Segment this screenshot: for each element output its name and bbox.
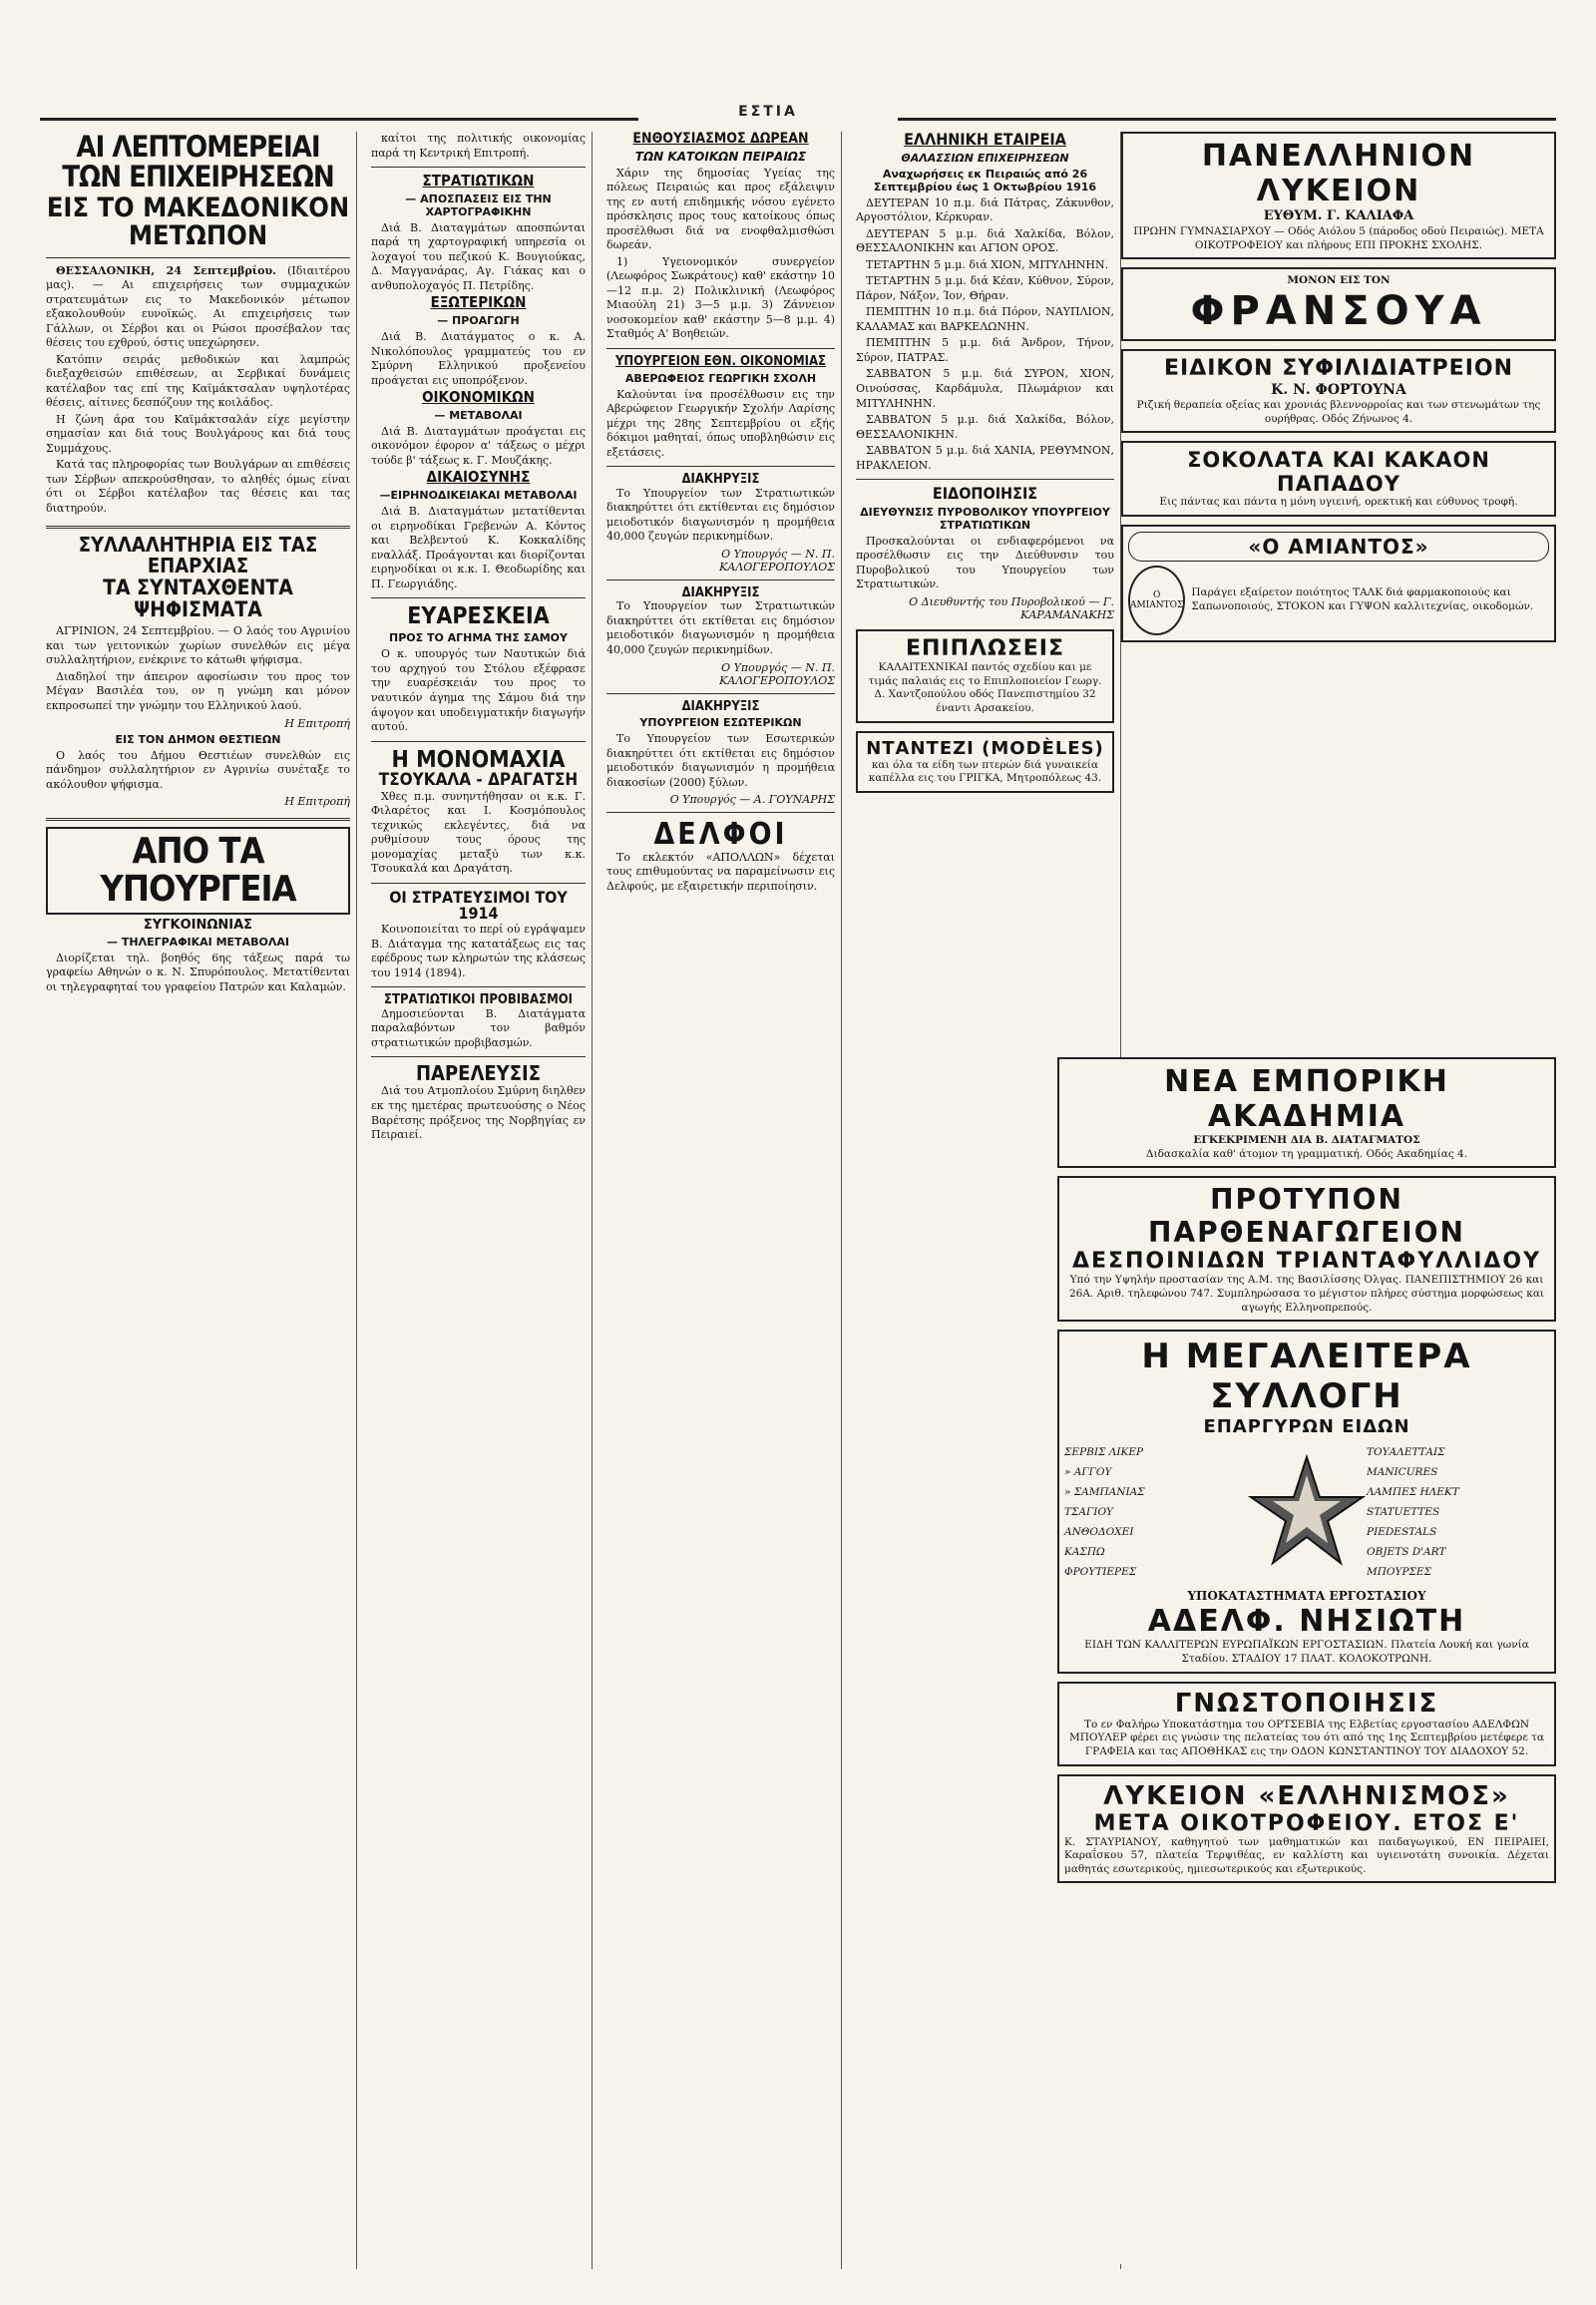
dateline: ΘΕΣΣΑΛΟΝΙΚΗ, 24 Σεπτεμβρίου. [56,263,276,277]
ad-title: ΝΕΑ ΕΜΠΟΡΙΚΗ ΑΚΑΔΗΜΙΑ [1164,1064,1449,1134]
section-heading: ΟΙΚΟΝΟΜΙΚΩΝ [422,388,535,407]
ad-text: Ριζική θεραπεία οξείας και χρονιάς βλεννορροίας και των στενωμάτων της ουρήθρας. Οδός Ζήνωνος 4. [1136,399,1541,425]
headline: ΣΥΛΛΑΛΗΤΗΡΙΑ ΕΙΣ ΤΑΣ ΕΠΑΡΧΙΑΣ [78,533,318,578]
paragraph: Διαδηλοί την άπειρον αφοσίωσιν του προς τον Μέγαν Βασιλέα του, ον η γνώμη και μόνον εκπροσωπεί την γνώμην του Ελληνικού λαού. [46,669,350,712]
right-ads-upper [1121,132,1556,1059]
list-paragraph: 1) Υγειονομικόν συνεργείον (Λεωφόρος Σωκράτους) καθ' εκάστην 10—12 π.μ. 2) Πολικλινική (Λεωφόρος Μιαούλη 21) 3—5 μ.μ. 3) Ζάννειον νοσοκομείον καθ' εκάστην 5—8 μ.μ. 4) Σταθμός Α' Βοηθειών. [606,254,835,341]
list-item: ΣΑΒΒΑΤΟΝ 5 μ.μ. διά ΧΑΝΙΑ, ΡΕΘΥΜΝΟΝ, ΗΡΑΚΛΕΙΟΝ. [856,444,1114,472]
paragraph: Η ζώνη άρα του Καϊμάκτσαλάν είχε μεγίστην σημασίαν και διά τους Βουλγάρους και διά τους Συμμάχους. [46,412,350,455]
ad-subtitle: ΕΓΚΕΚΡΙΜΕΝΗ ΔΙΑ Β. ΔΙΑΤΑΓΜΑΤΟΣ [1193,1134,1420,1146]
signature: Ο Διευθυντής του Πυροβολικού — Γ. ΚΑΡΑΜΑΝΑΚΗΣ [909,594,1114,621]
subheadline: ΕΙΣ ΤΟ ΜΑΚΕΔΟΝΙΚΟΝ ΜΕΤΩΠΟΝ [46,192,350,252]
ad-text: ΕΙΔΗ ΤΩΝ ΚΑΛΛΙΤΕΡΩΝ ΕΥΡΩΠΑΪΚΩΝ ΕΡΓΟΣΤΑΣΙΩΝ. Πλατεία Λουκή και γωνία Σταδίου. ΣΤΑΔΙΟΥ 17 ΠΛΑΤ. ΚΟΛΟΚΟΤΡΩΝΗ. [1084,1639,1529,1665]
paragraph: Το Υπουργείον των Στρατιωτικών διακηρύττει ότι εκτίθεται εις δημόσιον μειοδοτικόν διαγωνισμόν η προμήθεια 40,000 ζευγών περικνημίδων. [606,599,835,656]
signature: Η Επιτροπή [284,716,350,730]
ad-subtitle: ΕΥΘΥΜ. Γ. ΚΑΛΙΑΦΑ [1263,208,1414,223]
ad-subtitle: ΜΟΝΟΝ ΕΙΣ ΤΟΝ [1287,274,1391,287]
section-subhead: —ΕΙΡΗΝΟΔΙΚΕΙΑΚΑΙ ΜΕΤΑΒΟΛΑΙ [379,489,578,503]
list-item: ΦΡΟΥΤΙΕΡΕΣ [1064,1565,1137,1578]
ad-furniture [856,629,1114,723]
ad-commercial-academy [1057,1057,1556,1168]
section-heading: ΕΞΩΤΕΡΙΚΩΝ [430,293,527,312]
list-item: ΔΕΥΤΕΡΑΝ 5 μ.μ. διά Χαλκίδα, Βόλον, ΘΕΣΣΑΛΟΝΙΚΗΝ και ΑΓΙΟΝ ΟΡΟΣ. [856,226,1114,255]
article-macedonian-front [46,132,350,516]
right-ads-lower [1057,1057,1556,2264]
list-item: ΤΕΤΑΡΤΗΝ 5 μ.μ. διά Κέαν, Κύθνον, Σύρον, Πάρον, Νάξον, Ίον, Θήραν. [856,274,1114,302]
ad-text: Κ. ΣΤΑΥΡΙΑΝΟΥ, καθηγητού των μαθηματικών και παιδαγωγικού, ΕΝ ΠΕΙΡΑΙΕΙ, Καραΐσκου 57, πλατεία Τερψιθέας, εν καλλίστη και υγιεινοτάτη συνοικία. Δέχεται μαθητάς εσωτερικούς, ημιεσωτερικούς και εξωτερικούς. [1064,1835,1549,1875]
list-item: » ΑΓΓΟΥ [1064,1466,1112,1479]
star-icon [1247,1453,1367,1573]
section-heading: ΣΤΡΑΤΙΩΤΙΚΟΙ ΠΡΟΒΙΒΑΣΜΟΙ [383,992,574,1008]
section-heading: ΟΙ ΣΤΡΑΤΕΥΣΙΜΟΙ ΤΟΥ 1914 [389,887,568,924]
ad-text: Διδασκαλία καθ' άτομον τη γραμματική. Οδός Ακαδημίας 4. [1145,1147,1468,1160]
ad-title: ΛΥΚΕΙΟΝ «ΕΛΛΗΝΙΣΜΟΣ» [1103,1780,1510,1811]
article-body [46,264,350,517]
ad-title: ΝΤΑΝΤΕΖΙ (MODÈLES) [866,737,1104,759]
list-item: ΣΕΡΒΙΣ ΛΙΚΕΡ [1064,1446,1144,1459]
section-subhead: ΔΙΕΥΘΥΝΣΙΣ ΠΥΡΟΒΟΛΙΚΟΥ ΥΠΟΥΡΓΕΙΟΥ ΣΤΡΑΤΙΩΤΙΚΩΝ [860,505,1110,532]
list-item: ΤΕΤΑΡΤΗΝ 5 μ.μ. διά ΧΙΟΝ, ΜΙΤΥΛΗΝΗΝ. [866,257,1109,271]
paragraph: Το Υπουργείον των Στρατιωτικών διακηρύττει ότι εκτίθενται εις δημόσιον μειοδοτικόν διαγωνισμόν η προμήθεια 40,000 ζευγών περικνημίδων. [606,486,835,544]
ad-feathers [856,731,1114,793]
paragraph: Κατά τας πληροφορίας των Βουλγάρων αι επιθέσεις των Σέρβων απεκρούσθησαν, το αληθές όμως είναι ότι οι Σέρβοι κατέλαβον τας θέσεις και τας διατηρούν. [46,458,350,515]
paragraph: ΑΓΡΙΝΙΟΝ, 24 Σεπτεμβρίου. — Ο λαός του Αγρινίου και των γειτονικών χωρίων συνελθών εις μέγα συλλαλητήριον, ενέκρινε το κάτωθι ψήφισμα. [46,624,350,667]
ad-panhellenic-lyceum [1121,132,1556,259]
headline: ΑΠΟ ΤΑ ΥΠΟΥΡΓΕΙΑ [46,827,350,915]
section-heading: ΕΙΔΟΠΟΙΗΣΙΣ [932,484,1038,504]
paragraph: Δημοσιεύονται Β. Διατάγματα παραλαβόντων τον βαθμόν στρατιωτικών προβιβασμών. [371,1006,586,1049]
column-2 [365,132,593,2269]
section-heading: ΣΤΡΑΤΙΩΤΙΚΩΝ [422,172,535,191]
section-heading: ΥΠΟΥΡΓΕΙΟΝ ΕΘΝ. ΟΙΚΟΝΟΜΙΑΣ [614,353,827,369]
list-item: ΔΕΥΤΕΡΑΝ 10 π.μ. διά Πάτρας, Ζάκυνθον, Αργοστόλιον, Κέρκυραν. [856,195,1114,224]
ad-subtitle: ΥΠΟΚΑΤΑΣΤΗΜΑΤΑ ΕΡΓΟΣΤΑΣΙΟΥ [1187,1588,1426,1603]
list-item: OBJETS D'ART [1367,1545,1446,1558]
ad-silverware [1057,1330,1556,1673]
paragraph: Το εκλεκτόν «ΑΠΟΛΛΩΝ» δέχεται τους επιθυμούντας να παραμείνωσιν εις Δελφούς, με εξαιρετικήν περιποίησιν. [606,850,835,893]
ad-title: ΓΝΩΣΤΟΠΟΙΗΣΙΣ [1174,1688,1439,1719]
list-item: ΤΟΥΑΛΕΤΤΑΙΣ [1367,1446,1445,1459]
ad-text: Παράγει εξαίρετον ποιότητος ΤΑΛΚ διά φαρμακοποιούς και Σαπωνοποιούς, ΣΤΟΚΟΝ και ΓΥΨΟΝ καλλιτεχνίας, οικοδομών. [1191,586,1534,612]
section-heading: ΔΙΑΚΗΡΥΞΙΣ [681,698,760,714]
ad-text: ΠΡΩΗΝ ΓΥΜΝΑΣΙΑΡΧΟΥ — Οδός Αιόλου 5 (πάροδος οδού Πειραιώς). ΜΕΤΑ ΟΙΚΟΤΡΟΦΕΙΟΥ και πλήρους ΕΠΙ ΠΡΟΚΗΣ ΣΧΟΛΗΣ. [1133,224,1544,251]
section-heading: ΔΙΑΚΗΡΥΞΙΣ [681,584,760,600]
section-subhead: ΤΣΟΥΚΑΛΑ - ΔΡΑΓΑΤΣΗ [378,769,579,790]
ad-title: «Ο ΑΜΙΑΝΤΟΣ» [1128,532,1549,562]
list-item: MANICURES [1367,1466,1438,1479]
paragraph: Διά του Ατμοπλοίου Σμύρνη διηλθεν εκ της ημετέρας πρωτευούσης ο Νέος Βαρέτσης πρόξενος της Νορβηγίας εν Πειραιεί. [371,1084,586,1142]
ad-title: ΠΑΝΕΛΛΗΝΙΟΝ ΛΥΚΕΙΟΝ [1201,139,1476,208]
ad-title: ΣΟΚΟΛΑΤΑ ΚΑΙ ΚΑΚΑΟΝ ΠΑΠΑΔΟΥ [1187,448,1490,497]
ad-title: ΕΙΔΙΚΟΝ ΣΥΦΙΛΙΔΙΑΤΡΕΙΟΝ [1163,355,1513,381]
ad-text: και όλα τα είδη των πτερών διά γυναικεία καπέλλα εις του ΓΡΙΓΚΑ, Μητροπόλεως 43. [868,758,1102,785]
paragraph: Διά Β. Διαταγμάτων προάγεται εις οικονόμον έφορον α' τάξεως ο μέχρι τούδε β' τάξεως κ. Γ. Μουζάκης. [371,424,586,467]
ad-title: ΦΡΑΝΣΟΥΑ [1190,287,1487,334]
paragraph: Διορίζεται τηλ. βοηθός 6ης τάξεως παρά τω γραφείω Αθηνών ο κ. Ν. Σπυρόπουλος. Μετατίθενται οι τηλεγραφηταί του γραφείου Πατρών και Καλαμών. [46,951,350,993]
paragraph: Κοινοποιείται το περί ού εγράψαμεν Β. Διάταγμα της κατατάξεως εις τας εφέδρους των κληρωτών της κλάσεως του 1914 (1894). [371,923,586,979]
masthead-title: ΕΣΤΙΑ [638,104,898,126]
ad-subtitle: Κ. Ν. ΦΟΡΤΟΥΝΑ [1271,381,1406,398]
section-heading: ΠΑΡΕΛΕΥΣΙΣ [416,1061,541,1086]
paragraph: Διά Β. Διαταγμάτων μετατίθενται οι ειρηνοδίκαι Γρεβενών Α. Κόντος και Βελβεντού Κ. Κοκκαλίδης εναλλάξ. Προάγονται και διορίζονται ειρηνοδίκαι οι κ.κ. Ι. Θεοδωρίδης και Π. Γεωργιάδης. [371,505,586,590]
list-item: ΜΠΟΥΡΣΕΣ [1367,1565,1432,1578]
list-item: ΠΕΜΠΤΗΝ 5 μ.μ. διά Άνδρον, Τήνον, Σύρον, ΠΑΤΡΑΣ. [856,336,1114,364]
ad-notice [1057,1682,1556,1766]
list-item: STATUETTES [1367,1506,1440,1519]
paragraph: Διά Β. Διαταγμάτων αποσπώνται παρά τη χαρτογραφική υπηρεσία οι λοχαγοί του πεζικού Κ. Βουγιούκας, Δ. Μαγγανάρας, Αγ. Γιάκας και ο ανθυπολοχαγός Π. Πετρίδης. [371,220,586,292]
paragraph: Χθες π.μ. συνηντήθησαν οι κ.κ. Γ. Φιλαρέτος και Ι. Κοσμόπουλος τεχνικώς εκλεγέντες, διά να ρυθμίσουν τους όρους της μονομαχίας μεταξύ των κ.κ. Τσουκαλά και Δραγάτση. [371,789,586,876]
paragraph: (Ιδιαιτέρου μας). — Αι επιχειρήσεις των συμμαχικών στρατευμάτων εις το Μακεδονικόν μέτωπον εξακολουθούν ευνοϊκώς. Αι επιχειρήσεις των Γάλλων, οι Σέρβοι και οι Ρώσοι προσέβαλον τας θέσεις του εχθρού, όστις υπεχώρησεν. [46,263,350,350]
section-subhead: ΑΒΕΡΩΦΕΙΟΣ ΓΕΩΡΓΙΚΗ ΣΧΟΛΗ [624,371,817,385]
column-1 [40,132,357,2269]
paragraph: Ο λαός του Δήμου Θεστιέων συνελθών εις πάνδημον συλλαλητήριον εν Αγρινίω συνέταξε το ακόλουθον ψήφισμα. [46,748,350,791]
ad-francois [1121,267,1556,341]
paragraph: Ο κ. υπουργός των Ναυτικών διά του αρχηγού του Στόλου εξέφρασε την ευαρέσκειάν του προς το ναυτικόν άγημα της Σάμου διά την άψογον και υποδειγματικήν διαγωγήν αυτού. [371,647,586,734]
paragraph: Κατόπιν σειράς μεθοδικών και λαμπρώς διεξαχθεισών επιθέσεων, αι Σερβικαί δυνάμεις κατέλαβον τας επί της Καϊμάκτσαλαν υψηλοτέρας θέσεις, αίτινες δεσπόζουν της κοιλάδος. [46,352,350,410]
ad-girls-school [1057,1176,1556,1322]
list-item: » ΣΑΜΠΑΝΙΑΣ [1064,1486,1145,1499]
paragraph: Προσκαλούνται οι ενδιαφερόμενοι να προσέλθωσιν εις την Διεύθυνσιν του Πυροβολικού του Υπουργείου των Στρατιωτικών. [856,534,1114,591]
section-subhead: ΣΥΓΚΟΙΝΩΝΙΑΣ [143,917,253,933]
headline: ΑΙ ΛΕΠΤΟΜΕΡΕΙΑΙ ΤΩΝ ΕΠΙΧΕΙΡΗΣΕΩΝ [62,132,334,194]
article-rallies [46,535,350,808]
section-subhead: — ΜΕΤΑΒΟΛΑΙ [434,408,523,422]
list-item: ΣΑΒΒΑΤΟΝ 5 μ.μ. διά Χαλκίδα, Βόλον, ΘΕΣΣΑΛΟΝΙΚΗΝ. [856,413,1114,441]
seal-text: Ο ΑΜΙΑΝΤΟΣ [1130,589,1184,610]
section-subhead: ΠΡΟΣ ΤΟ ΑΓΗΜΑ ΤΗΣ ΣΑΜΟΥ [388,631,568,645]
section-subhead: — ΤΗΛΕΓΡΑΦΙΚΑΙ ΜΕΤΑΒΟΛΑΙ [107,935,289,949]
signature: Ο Υπουργός — Ν. Π. ΚΑΛΟΓΕΡΟΠΟΥΛΟΣ [719,547,835,574]
section-subhead: ΤΩΝ ΚΑΤΟΙΚΩΝ ΠΕΙΡΑΙΩΣ [634,149,807,164]
ad-hellenism-lyceum [1057,1774,1556,1884]
signature: Η Επιτροπή [284,795,350,809]
section-heading: Η ΜΟΝΟΜΑΧΙΑ [391,746,566,773]
section-heading: ΕΥΑΡΕΣΚΕΙΑ [407,603,550,630]
silver-list-left [1064,1443,1247,1583]
section-heading: ΔΙΑΚΗΡΥΞΙΣ [681,472,760,488]
ad-text: Το εν Φαλήρω Υποκατάστημα του ΟΡΤΣΕΒΙΑ της Ελβετίας εργοστασίου ΑΔΕΛΦΩΝ ΜΠΟΥΛΕΡ φέρει εις γνώσιν της πελατείας του ότι από της 1ης Σεπτεμβρίου μετέφερε τα ΓΡΑΦΕΙΑ και τας ΑΠΟΘΗΚΑΣ εις την ΟΔΟΝ ΚΩΝΣΤΑΝΤΙΝΟΥ ΤΟΥ ΔΙΑΔΟΧΟΥ 52. [1068,1718,1545,1757]
list-item: ΤΣΑΓΙΟΥ [1064,1506,1113,1519]
article-ministries [46,827,350,994]
paragraph: καίτοι της πολιτικής οικονομίας παρά τη Κεντρική Επιτροπή. [371,132,586,160]
paragraph: Χάριν της δημοσίας Υγείας της πόλεως Πειραιώς και προς εξάλειψιν της εν αυτή επιδημικής νόσου εγένετο πρόσκλησις προς τους κατοίκους όπως προσέλθωσι διά να ενοφθαλμισθώσι δωρεάν. [606,166,835,252]
ad-subtitle: ΕΠΑΡΓΥΡΩΝ ΕΙΔΩΝ [1203,1416,1410,1438]
section-subhead: — ΑΠΟΣΠΑΣΕΙΣ ΕΙΣ ΤΗΝ ΧΑΡΤΟΓΡΑΦΙΚΗΝ [405,192,552,218]
section-subhead: Αναχωρήσεις εκ Πειραιώς από 26 Σεπτεμβρίου έως 1 Οκτωβρίου 1916 [873,167,1097,193]
column-3 [600,132,842,2269]
list-item: PIEDESTALS [1367,1525,1437,1538]
ad-title: ΠΡΟΤΥΠΟΝ ΠΑΡΘΕΝΑΓΩΓΕΙΟΝ [1148,1183,1465,1250]
list-item: ΠΕΜΠΤΗΝ 10 π.μ. διά Πόρον, ΝΑΥΠΛΙΟΝ, ΚΑΛΑΜΑΣ και ΒΑΡΚΕΛΩΝΗΝ. [856,305,1114,333]
list-item: ΣΑΒΒΑΤΟΝ 5 μ.μ. διά ΣΥΡΟΝ, ΧΙΟΝ, Οινούσσας, Καρδάμυλα, Πλωμάριον και ΜΙΤΥΛΗΝΗΝ. [856,367,1114,410]
signature: Ο Υπουργός — Ν. Π. ΚΑΛΟΓΕΡΟΠΟΥΛΟΣ [719,660,835,687]
section-heading: ΔΕΛΦΟΙ [653,817,788,853]
section-subhead: ΘΑΛΑΣΣΙΩΝ ΕΠΙΧΕΙΡΗΣΕΩΝ [901,151,1069,165]
sailing-list [856,196,1114,473]
ad-text: Εις πάντας και πάντα η μόνη υγιεινή, ορεκτική και εύθυνος τροφή. [1159,496,1518,509]
signature: Ο Υπουργός — Α. ΓΟΥΝΑΡΗΣ [669,793,835,807]
ad-title: ΑΔΕΛΦ. ΝΗΣΙΩΤΗ [1147,1604,1466,1640]
section-heading: ΕΝΘΟΥΣΙΑΣΜΟΣ ΔΩΡΕΑΝ [632,132,809,147]
section-subhead: — ΠΡΟΑΓΩΓΗ [437,314,520,328]
ad-text: Υπό την Υψηλήν προστασίαν της Α.Μ. της Βασιλίσσης Όλγας. ΠΑΝΕΠΙΣΤΗΜΙΟΥ 26 και 26Α. Αριθ. τηλεφώνου 747. Συμπληρώσασα το μέγιστον πλήρες σύστημα μορφώσεως και αγωγής Ελληνοπρεπούς. [1068,1274,1545,1314]
ad-title: Η ΜΕΓΑΛΕΙΤΕΡΑ ΣΥΛΛΟΓΗ [1141,1337,1472,1417]
section-heading: ΔΙΚΑΙΟΣΥΝΗΣ [426,468,531,487]
list-item: ΛΑΜΠΕΣ ΗΛΕΚΤ [1367,1486,1459,1499]
paragraph: Καλούνται ίνα προσέλθωσιν εις την Αβερώφειον Γεωργικήν Σχολήν Λαρίσης μέχρι της 28ης Σεπτεμβρίου οι εξής δόκιμοι μαθηταί, όπως υποβληθώσιν εις εξετάσεις. [606,387,835,459]
list-item: ΚΑΣΠΩ [1064,1545,1105,1558]
section-heading: ΕΛΛΗΝΙΚΗ ΕΤΑΙΡΕΙΑ [904,132,1066,149]
section-subhead: ΕΙΣ ΤΟΝ ΔΗΜΟΝ ΘΕΣΤΙΕΩΝ [115,732,281,746]
ad-clinic [1121,349,1556,433]
amiantos-seal-icon [1128,566,1185,635]
list-item: ΑΝΘΟΔΟΧΕΙ [1064,1525,1134,1538]
ad-subtitle: ΜΕΤΑ ΟΙΚΟΤΡΟΦΕΙΟΥ. ΕΤΟΣ Ε' [1093,1810,1520,1836]
ad-subtitle: ΔΕΣΠΟΙΝΙΔΩΝ ΤΡΙΑΝΤΑΦΥΛΛΙΔΟΥ [1071,1249,1542,1275]
silver-list-right [1367,1443,1549,1583]
ad-amiantos [1121,525,1556,642]
subheadline: ΤΑ ΣΥΝΤΑΧΘΕΝΤΑ ΨΗΦΙΣΜΑΤΑ [103,576,293,622]
section-subhead: ΥΠΟΥΡΓΕΙΟΝ ΕΣΩΤΕΡΙΚΩΝ [639,716,802,730]
article-body [46,624,350,713]
ad-title: ΕΠΙΠΛΩΣΕΙΣ [905,635,1065,661]
paragraph: Διά Β. Διατάγματος ο κ. Α. Νικολόπουλος γραμματεύς του εν Σμύρνη Ελληνικού προξενείου προάγεται εις υποπρόξενον. [371,330,586,387]
paragraph: Το Υπουργείον των Εσωτερικών διακηρύττει ότι εκτίθεται εις δημόσιον μειοδοτικόν διαγωνισμόν η προμήθεια διακοσίων (2000) ξύλων. [606,732,835,789]
ad-text: ΚΑΛΑΙΤΕΧΝΙΚΑΙ παντός σχεδίου και με τιμάς παλαιάς εις το Επιπλοποιείον Γεωργ. Δ. Χαντζοπούλου οδός Πανεπιστημίου 32 έναντι Αρσακείου. [868,660,1102,714]
ad-chocolate [1121,441,1556,517]
